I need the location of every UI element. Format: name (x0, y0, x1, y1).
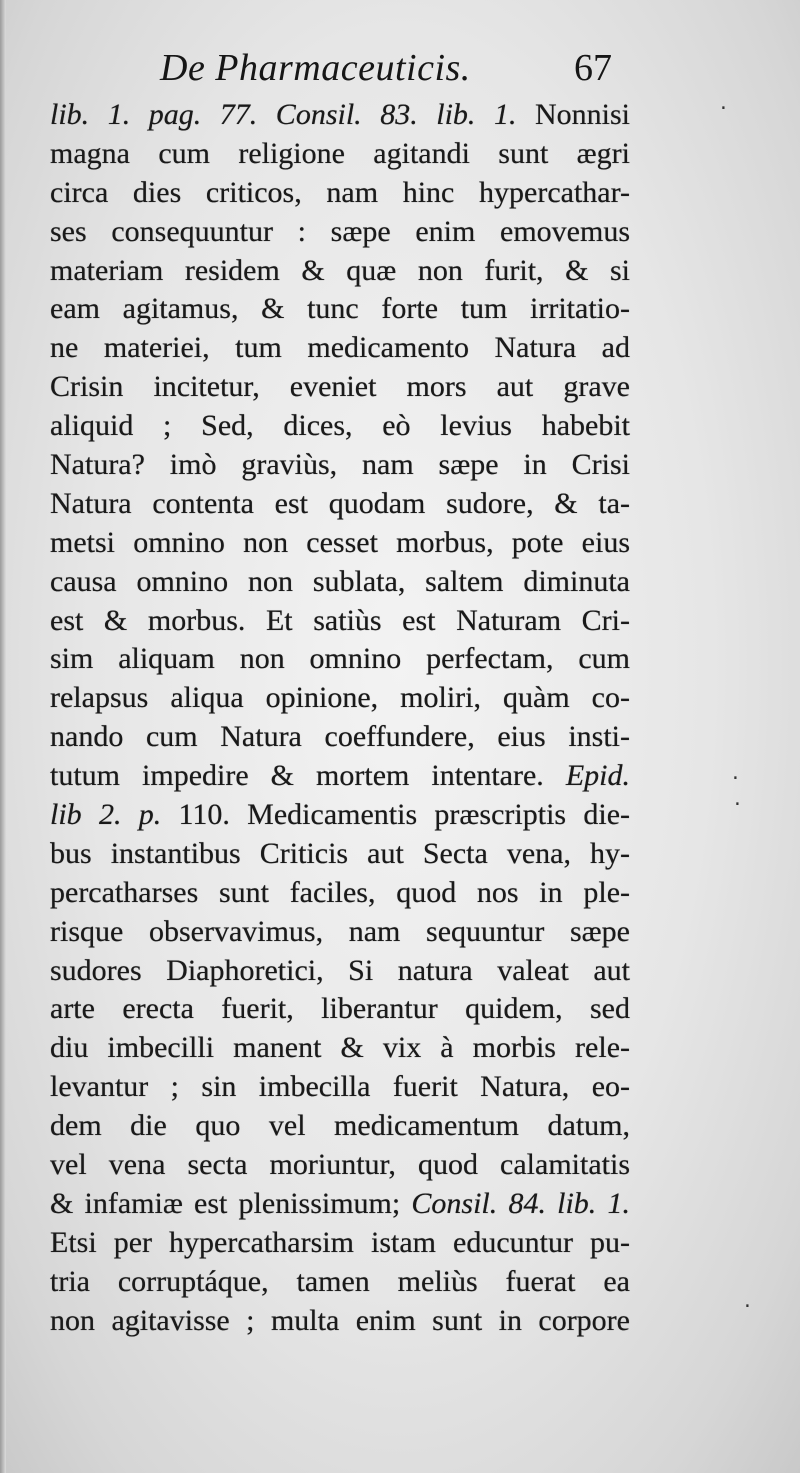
text-line (50, 329, 630, 368)
text-line (50, 290, 630, 329)
text-line (50, 640, 630, 679)
text-line (50, 1029, 630, 1068)
text-line (50, 913, 630, 952)
text-segment: non agitavisse ; multa enim sunt in corpore (50, 1303, 630, 1337)
text-line (50, 485, 630, 524)
text-segment: nando cum Natura coeffundere, eius insti- (50, 720, 630, 754)
italic-reference: Consil. 84. lib. 1. (411, 1186, 630, 1220)
text-segment: tutum impedire & mortem intentare. (50, 759, 566, 793)
text-line (50, 135, 630, 174)
text-line (50, 835, 630, 874)
margin-speck: · (718, 98, 729, 119)
text-line (50, 1146, 630, 1185)
text-segment: Natura? imò graviùs, nam sæpe in Crisi (50, 448, 630, 482)
text-segment: est & morbus. Et satiùs est Naturam Cri- (50, 603, 630, 637)
text-segment: eam agitamus, & tunc forte tum irritatio- (50, 292, 630, 326)
text-segment: risque observavimus, nam sequuntur sæpe (50, 914, 630, 948)
text-segment: magna cum religione agitandi sunt ægri (50, 136, 630, 170)
text-line (50, 1302, 630, 1341)
text-line (50, 1068, 630, 1107)
text-segment: ne materiei, tum medicamento Natura ad (50, 331, 630, 365)
text-segment: Crisin incitetur, eveniet mors aut grave (50, 370, 630, 404)
text-segment: 110. Medicamentis præscriptis die- (161, 798, 630, 832)
margin-speck: · (732, 794, 743, 815)
text-line (50, 718, 630, 757)
text-segment: Nonnisi (516, 98, 630, 131)
text-segment: vel vena secta moriuntur, quod calamitatis (50, 1148, 630, 1182)
text-line (50, 1185, 630, 1224)
text-segment: tria corruptáque, tamen meliùs fuerat ea (50, 1264, 630, 1298)
text-segment: sudores Diaphoretici, Si natura valeat aut (50, 953, 630, 987)
text-segment: dem die quo vel medicamentum datum, (50, 1109, 630, 1143)
text-line (50, 952, 630, 991)
text-segment: bus instantibus Criticis aut Secta vena, hy- (50, 836, 630, 870)
text-line (50, 796, 630, 835)
body-text (50, 96, 630, 1341)
text-line (50, 1224, 630, 1263)
text-segment: Natura contenta est quodam sudore, & ta- (50, 486, 630, 520)
text-segment: arte erecta fuerit, liberantur quidem, sed (50, 992, 630, 1026)
text-line (50, 524, 630, 563)
text-line (50, 446, 630, 485)
text-segment: diu imbecilli manent & vix à morbis rele- (50, 1031, 630, 1065)
text-segment: Etsi per hypercatharsim istam educuntur pu- (50, 1225, 630, 1259)
italic-reference: lib. 1. pag. 77. Consil. 83. lib. 1. (50, 98, 517, 131)
text-segment: sim aliquam non omnino perfectam, cum (50, 642, 630, 676)
text-line (50, 407, 630, 446)
text-segment: causa omnino non sublata, saltem diminuta (50, 564, 630, 598)
page-header (0, 40, 800, 96)
text-line (50, 563, 630, 602)
text-line (50, 213, 630, 252)
text-line (50, 174, 630, 213)
text-line (50, 1107, 630, 1146)
text-line (50, 990, 630, 1029)
text-line (50, 96, 630, 135)
text-segment: aliquid ; Sed, dices, eò levius habebit (50, 409, 630, 443)
text-segment: levantur ; sin imbecilla fuerit Natura, eo- (50, 1070, 630, 1104)
italic-reference: lib 2. p. (50, 798, 162, 832)
text-line (50, 757, 630, 796)
text-line (50, 602, 630, 641)
text-segment: relapsus aliqua opinione, moliri, quàm co- (50, 681, 630, 715)
text-line (50, 679, 630, 718)
text-segment: ses consequuntur : sæpe enim emovemus (50, 214, 630, 248)
text-segment: materiam residem & quæ non furit, & si (50, 253, 630, 287)
text-line (50, 252, 630, 291)
running-title: De Pharmaceuticis. (160, 47, 471, 89)
text-segment: circa dies criticos, nam hinc hypercathar- (50, 175, 630, 209)
text-segment: percatharses sunt faciles, quod nos in ple- (50, 875, 630, 909)
text-line (50, 368, 630, 407)
margin-speck: · (742, 1296, 753, 1317)
page-edge (0, 0, 6, 1473)
page-number: 67 (574, 47, 612, 89)
text-segment: metsi omnino non cesset morbus, pote eius (50, 525, 630, 559)
text-segment: & infamiæ est plenissimum; (50, 1186, 412, 1220)
margin-speck: · (730, 768, 741, 789)
text-line (50, 874, 630, 913)
text-line (50, 1263, 630, 1302)
italic-reference: Epid. (565, 759, 630, 793)
